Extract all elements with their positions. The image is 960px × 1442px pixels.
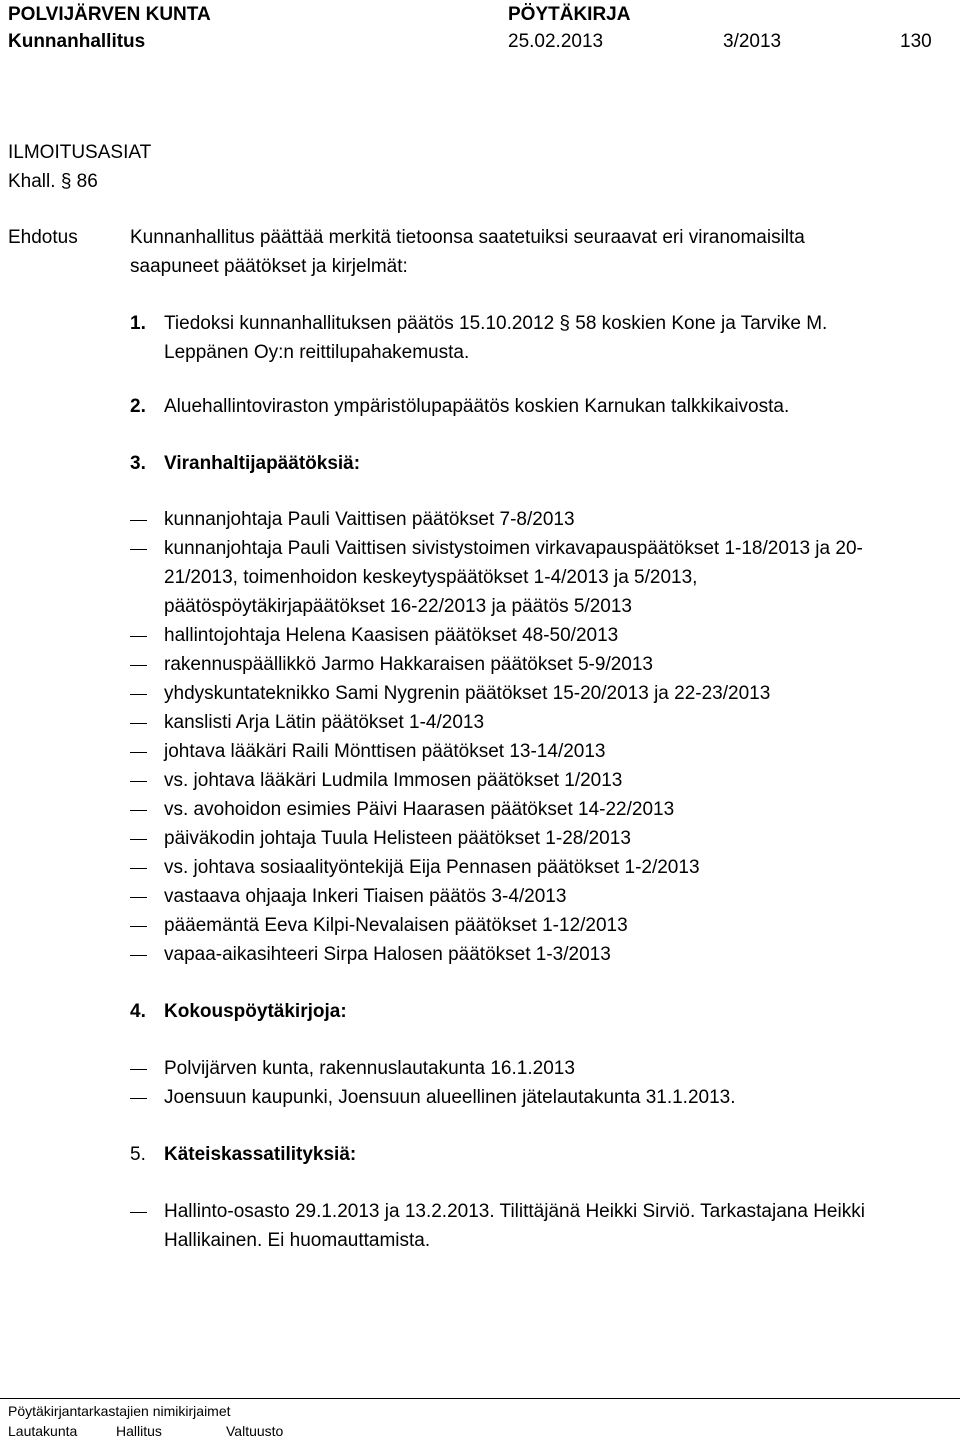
footer-hallitus: Hallitus <box>116 1423 162 1439</box>
bullet-dash <box>130 665 147 666</box>
bullet-dash <box>130 636 147 637</box>
item-3-number: 3. <box>130 453 146 474</box>
page-number: 130 <box>900 31 932 52</box>
bullet-dash <box>130 781 147 782</box>
section-title: ILMOITUSASIAT <box>8 142 152 163</box>
paragraph-symbol: § <box>60 171 72 192</box>
bullet-dash <box>130 1098 147 1099</box>
list-item: vapaa-aikasihteeri Sirpa Halosen päätökset 1-3/2013 <box>164 944 611 965</box>
bullet-dash <box>130 520 147 521</box>
footer-caption: Pöytäkirjantarkastajien nimikirjaimet <box>8 1403 231 1419</box>
body-name: Kunnanhallitus <box>8 31 146 52</box>
bullet-dash <box>130 1069 147 1070</box>
proposal-text-line2: saapuneet päätökset ja kirjelmät: <box>130 256 408 277</box>
meeting-number: 3/2013 <box>723 31 782 52</box>
item-4-title: Kokouspöytäkirjoja: <box>164 1001 347 1022</box>
list-item: vs. avohoidon esimies Päivi Haarasen päätökset 14-22/2013 <box>164 799 675 820</box>
item-2-text: Aluehallintoviraston ympäristölupapäätös koskien Karnukan talkkikaivosta. <box>164 396 790 417</box>
section-reference <box>8 171 98 193</box>
footer-lautakunta: Lautakunta <box>8 1423 78 1439</box>
doc-type: PÖYTÄKIRJA <box>508 4 631 25</box>
list-item: pääemäntä Eeva Kilpi-Nevalaisen päätökset 1-12/2013 <box>164 915 628 936</box>
bullet-dash <box>130 926 147 927</box>
list-item: yhdyskuntateknikko Sami Nygrenin päätökset 15-20/2013 ja 22-23/2013 <box>164 683 771 704</box>
bullet-dash <box>130 723 147 724</box>
list-item: vs. johtava sosiaalityöntekijä Eija Pennasen päätökset 1-2/2013 <box>164 857 700 878</box>
list-item-continuation: päätöspöytäkirjapäätökset 16-22/2013 ja päätös 5/2013 <box>164 596 632 617</box>
list-item: rakennuspäällikkö Jarmo Hakkaraisen päätökset 5-9/2013 <box>164 654 653 675</box>
list-item: kunnanjohtaja Pauli Vaittisen sivistystoimen virkavapauspäätökset 1-18/2013 ja 20- <box>164 538 863 559</box>
list-item: päiväkodin johtaja Tuula Helisteen päätökset 1-28/2013 <box>164 828 631 849</box>
item-2-number: 2. <box>130 396 146 417</box>
item-1-text-line1: Tiedoksi kunnanhallituksen päätös 15.10.2012 § 58 koskien Kone ja Tarvike M. <box>164 313 828 334</box>
bullet-dash <box>130 549 147 550</box>
list-item: Joensuun kaupunki, Joensuun alueellinen jätelautakunta 31.1.2013. <box>164 1087 736 1108</box>
item-1-text-line2: Leppänen Oy:n reittilupahakemusta. <box>164 342 470 363</box>
ref-prefix: Khall. <box>8 171 56 192</box>
item-5-title: Käteiskassatilityksiä: <box>164 1144 357 1165</box>
item-1-number: 1. <box>130 313 146 334</box>
ref-number: 86 <box>76 171 98 192</box>
list-item-continuation: 21/2013, toimenhoidon keskeytyspäätökset 1-4/2013 ja 5/2013, <box>164 567 698 588</box>
bullet-dash <box>130 955 147 956</box>
bullet-dash <box>130 810 147 811</box>
footer-valtuusto: Valtuusto <box>226 1423 284 1439</box>
proposal-label: Ehdotus <box>8 227 78 248</box>
footer-rule <box>0 1398 960 1399</box>
bullet-dash <box>130 897 147 898</box>
list-item: Polvijärven kunta, rakennuslautakunta 16.1.2013 <box>164 1058 575 1079</box>
bullet-dash <box>130 752 147 753</box>
item-4-number: 4. <box>130 1001 146 1022</box>
list-item: kunnanjohtaja Pauli Vaittisen päätökset 7-8/2013 <box>164 509 575 530</box>
list-item: kanslisti Arja Lätin päätökset 1-4/2013 <box>164 712 485 733</box>
bullet-dash <box>130 1212 147 1213</box>
list-item: hallintojohtaja Helena Kaasisen päätökset 48-50/2013 <box>164 625 619 646</box>
list-item: vastaava ohjaaja Inkeri Tiaisen päätös 3-4/2013 <box>164 886 567 907</box>
bullet-dash <box>130 868 147 869</box>
list-item: johtava lääkäri Raili Mönttisen päätökset 13-14/2013 <box>164 741 606 762</box>
proposal-text-line1: Kunnanhallitus päättää merkitä tietoonsa saatetuiksi seuraavat eri viranomaisilta <box>130 227 805 248</box>
bullet-dash <box>130 839 147 840</box>
org-name: POLVIJÄRVEN KUNTA <box>8 4 211 25</box>
meeting-date: 25.02.2013 <box>508 31 604 52</box>
bullet-dash <box>130 694 147 695</box>
item-3-title: Viranhaltijapäätöksiä: <box>164 453 361 474</box>
list-item-continuation: Hallikainen. Ei huomauttamista. <box>164 1230 431 1251</box>
list-item: vs. johtava lääkäri Ludmila Immosen päätökset 1/2013 <box>164 770 623 791</box>
list-item: Hallinto-osasto 29.1.2013 ja 13.2.2013. Tilittäjänä Heikki Sirviö. Tarkastajana Heikki <box>164 1201 865 1222</box>
item-5-number: 5. <box>130 1144 146 1165</box>
